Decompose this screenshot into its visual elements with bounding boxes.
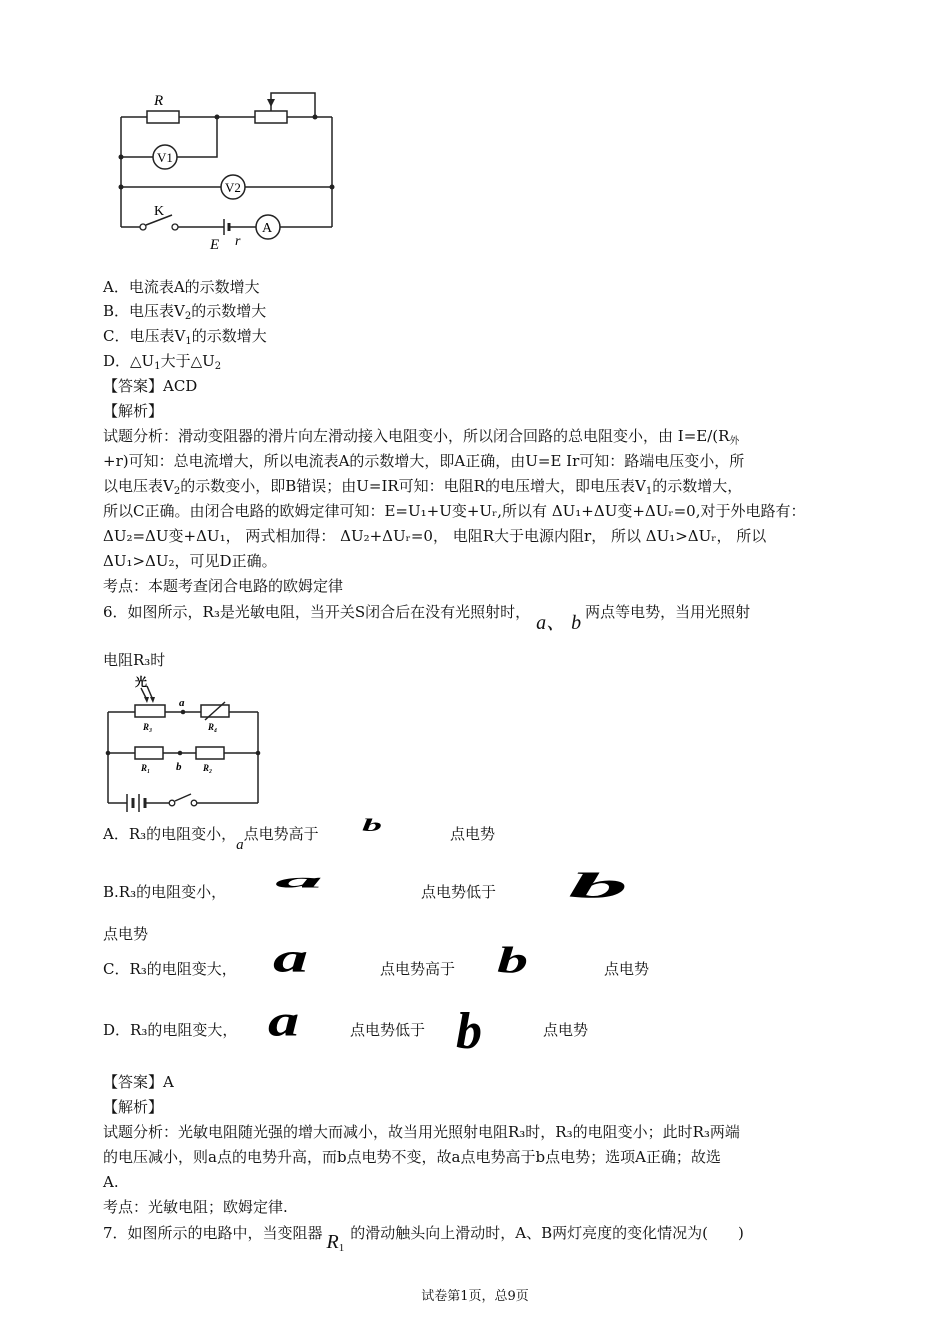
label-k: K	[154, 204, 165, 219]
label-a: a	[179, 697, 185, 709]
q6-option-c: C．R₃的电阻变大，	[103, 960, 237, 978]
q5-answer: 【答案】ACD	[103, 377, 198, 395]
label-e: E	[210, 237, 220, 253]
q6-option-d: D．R₃的电阻变大，	[103, 1021, 238, 1039]
label-r-small: r	[235, 234, 241, 249]
q6-answer: 【答案】A	[103, 1073, 174, 1091]
label-b: b	[176, 761, 182, 773]
q6-option-b-b-glyph: b	[568, 866, 628, 906]
q6-option-b-tail: 点电势	[103, 925, 149, 943]
q6-option-a-b-glyph: b	[362, 814, 382, 835]
label-a: A	[262, 221, 273, 236]
q6-analysis-line-1: 试题分析：光敏电阻随光强的增大而减小，故当用光照射电阻R₃时，R₃的电阻变小；此时R₃两端	[103, 1123, 740, 1141]
q5-exam-point: 考点：本题考查闭合电路的欧姆定律	[103, 577, 344, 595]
q6-option-c-b-glyph: b	[497, 939, 529, 981]
q5-option-c: C．电压表$V_1$的示数增大	[103, 327, 267, 347]
circuit-figure-1	[110, 85, 355, 260]
q6-option-a: A．R₃的电阻变小，a点电势高于	[103, 825, 319, 853]
label-v2: V2	[225, 180, 241, 195]
label-r: R	[154, 93, 164, 109]
q6-option-d-tail: 点电势	[543, 1021, 589, 1039]
q5-option-d: D．$\triangle U_1$大于$\triangle U_2$	[103, 352, 222, 372]
q6-option-c-mid: 点电势高于	[380, 960, 456, 978]
q5-analysis-line-3: 以电压表$V_2$的示数变小，即B错误；由U=IR可知：电阻R的电压增大，即电压表$V_1$的示数增大，	[103, 477, 743, 497]
q5-analysis-line-4: 所以C正确。由闭合电路的欧姆定律可知：E=U₁+U变+Uᵣ,所以有 ΔU₁+ΔU变+ΔUᵣ=0,对于外电路有：	[103, 502, 806, 520]
q5-option-b: B．电压表$V_2$的示数增大	[103, 302, 267, 322]
q6-stem-line-2: 电阻R₃时	[103, 651, 166, 669]
label-r3: R₃	[143, 722, 153, 732]
q6-option-d-mid: 点电势低于	[350, 1021, 426, 1039]
label-v1: V1	[157, 150, 173, 165]
q6-option-b-a-glyph: a	[275, 868, 323, 893]
q6-analysis-heading: 【解析】	[103, 1098, 164, 1116]
q5-option-a: A．电流表A的示数增大	[103, 278, 260, 296]
q6-option-a-tail: 点电势	[450, 825, 496, 843]
page-footer: 试卷第1页，总9页	[421, 1289, 529, 1304]
q6-stem-line-1: 6．如图所示，R₃是光敏电阻，当开关S闭合后在没有光照射时， a、 b 两点等电势，当用光照射	[103, 603, 751, 634]
label-r1: R₁	[141, 763, 151, 773]
label-light: 光	[135, 675, 148, 689]
q5-analysis-line-1: 试题分析：滑动变阻器的滑片向左滑动接入电阻变小，所以闭合回路的总电阻变小，由 $I=E/(R_外$	[103, 427, 740, 447]
q5-analysis-line-2: +r)可知：总电流增大，所以电流表A的示数增大，即A正确，由U=E Ir可知：路端电压变小，所	[103, 452, 745, 470]
q6-exam-point: 考点：光敏电阻；欧姆定律.	[103, 1198, 288, 1216]
q5-analysis-line-6: ΔU₁>ΔU₂，可见D正确。	[103, 552, 277, 570]
q5-analysis-line-5: ΔU₂=ΔU变+ΔU₁， 两式相加得： ΔU₂+ΔUᵣ=0， 电阻R大于电源内阻r， 所以 ΔU₁>ΔUᵣ， 所以	[103, 527, 767, 545]
q6-analysis-line-3: A.	[103, 1173, 119, 1191]
label-r4: R₄	[208, 722, 218, 732]
q6-analysis-line-2: 的电压减小，则a点的电势升高，而b点电势不变，故a点电势高于b点电势；选项A正确；故选	[103, 1148, 721, 1166]
q6-option-d-a-glyph: a	[268, 997, 300, 1046]
q6-option-c-a-glyph: a	[273, 935, 309, 982]
q6-option-b: B.R₃的电阻变小，	[103, 883, 227, 901]
circuit-figure-2	[103, 670, 268, 815]
q6-option-d-b-glyph: b	[456, 1003, 482, 1060]
q6-option-b-mid: 点电势低于	[421, 883, 497, 901]
q6-option-c-tail: 点电势	[604, 960, 650, 978]
q7-stem: 7．如图所示的电路中，当变阻器 $R_1$的滑动触头向上滑动时，A、B两灯亮度的变化情况为( )	[103, 1224, 744, 1254]
label-r2: R₂	[203, 763, 213, 773]
q5-analysis-heading: 【解析】	[103, 402, 164, 420]
